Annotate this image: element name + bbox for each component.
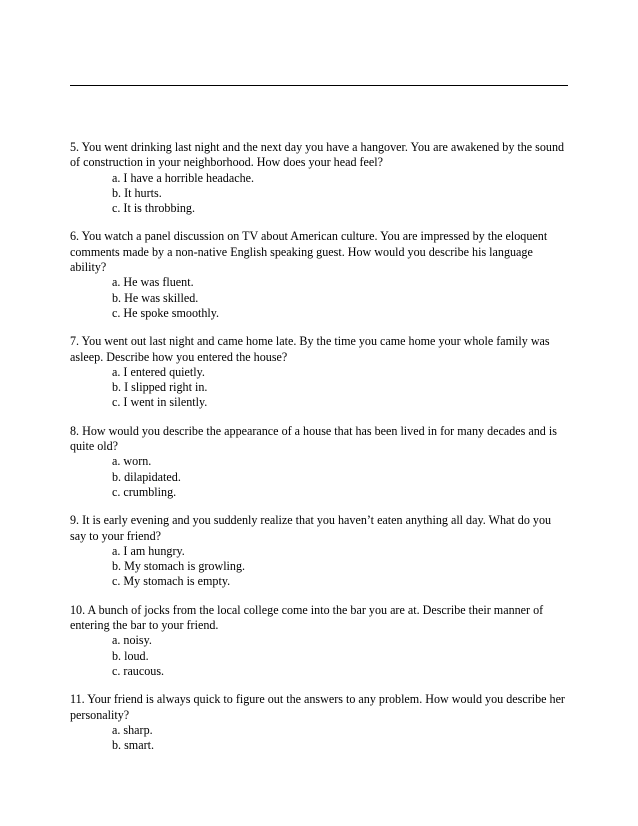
choice-item[interactable]: c. My stomach is empty. xyxy=(112,574,231,589)
question-prompt: 8. How would you describe the appearance of a house that has been lived in for many decades and is quite old? xyxy=(70,423,557,454)
choice-item[interactable]: c. I went in silently. xyxy=(112,395,208,410)
choice-item[interactable]: a. I am hungry. xyxy=(112,543,185,558)
choice-item[interactable]: b. I slipped right in. xyxy=(112,380,208,395)
choice-list xyxy=(70,454,570,500)
choice-item[interactable]: b. My stomach is growling. xyxy=(112,559,246,574)
questionnaire-body xyxy=(70,140,570,766)
choice-item[interactable]: a. I have a horrible headache. xyxy=(112,170,255,185)
question-prompt: 10. A bunch of jocks from the local college come into the bar you are at. Describe their manner of entering the bar to your friend. xyxy=(70,602,544,633)
choice-item[interactable]: b. He was skilled. xyxy=(112,290,199,305)
choice-list xyxy=(70,275,570,321)
choice-item[interactable]: a. noisy. xyxy=(112,633,152,648)
choice-list xyxy=(70,171,570,217)
choice-item[interactable]: b. dilapidated. xyxy=(112,469,181,484)
question-prompt: 7. You went out last night and came home late. By the time you came home your whole family was asleep. Describe how you entered the house? xyxy=(70,334,550,364)
question-block xyxy=(70,140,570,216)
choice-list xyxy=(70,633,570,679)
question-block xyxy=(70,229,570,321)
question-prompt: 5. You went drinking last night and the next day you have a hangover. You are awakened by the sound of construction in your neighborhood. How does your head feel? xyxy=(70,140,565,170)
question-prompt: 6. You watch a panel discussion on TV about American culture. You are impressed by the eloquent comments made by a non-native English speaking guest. How would you describe his language ability? xyxy=(70,229,548,275)
question-block xyxy=(70,424,570,500)
question-prompt: 11. Your friend is always quick to figure out the answers to any problem. How would you describe her personality? xyxy=(70,692,565,722)
choice-item[interactable]: c. He spoke smoothly. xyxy=(112,305,220,320)
choice-list xyxy=(70,723,570,754)
choice-item[interactable]: a. sharp. xyxy=(112,722,153,737)
choice-list xyxy=(70,365,570,411)
choice-item[interactable]: b. smart. xyxy=(112,738,154,753)
question-block xyxy=(70,334,570,410)
choice-item[interactable]: c. It is throbbing. xyxy=(112,201,195,216)
header-rule xyxy=(70,85,568,86)
choice-list xyxy=(70,544,570,590)
question-block xyxy=(70,513,570,589)
choice-item[interactable]: a. He was fluent. xyxy=(112,275,194,290)
question-block xyxy=(70,692,570,753)
choice-item[interactable]: b. It hurts. xyxy=(112,185,162,200)
choice-item[interactable]: b. loud. xyxy=(112,648,149,663)
question-block xyxy=(70,603,570,679)
choice-item[interactable]: a. I entered quietly. xyxy=(112,364,205,379)
question-prompt: 9. It is early evening and you suddenly realize that you haven’t eaten anything all day. What do you say to your friend? xyxy=(70,513,552,543)
choice-item[interactable]: c. crumbling. xyxy=(112,484,177,499)
choice-item[interactable]: a. worn. xyxy=(112,454,152,469)
choice-item[interactable]: c. raucous. xyxy=(112,663,165,678)
